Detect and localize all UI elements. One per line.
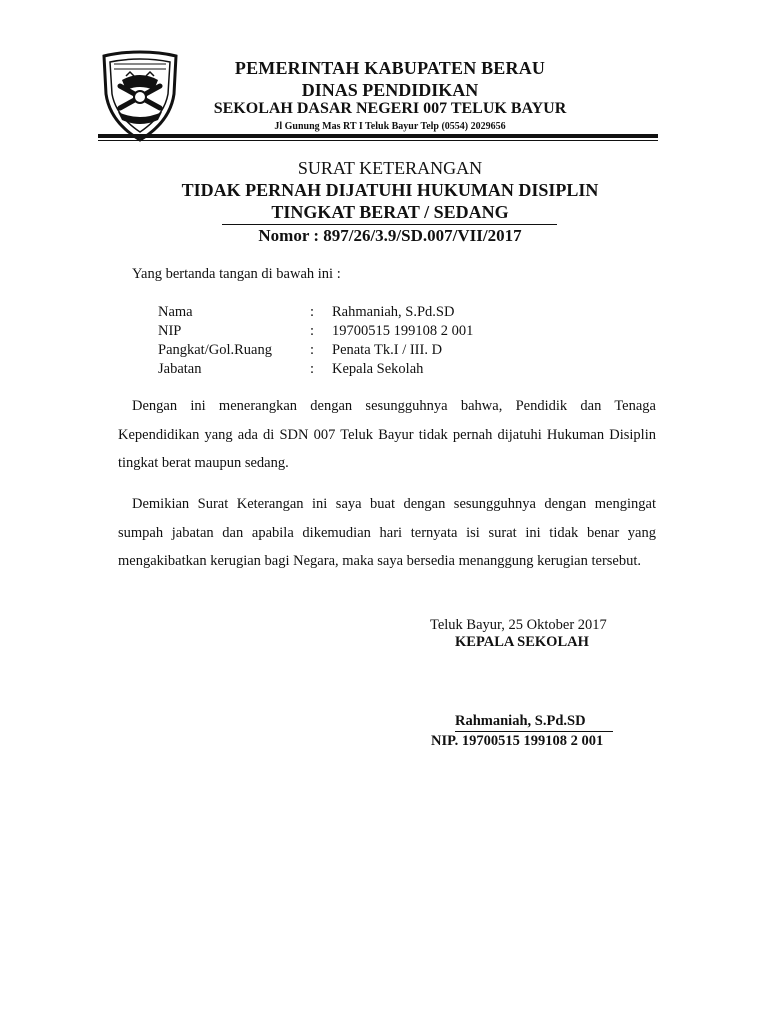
header-divider-thin <box>98 140 658 141</box>
letterhead-government: PEMERINTAH KABUPATEN BERAU <box>234 58 546 78</box>
intro-text: Yang bertanda tangan di bawah ini : <box>132 266 341 282</box>
field-separator: : <box>310 361 315 377</box>
header-divider-thick <box>98 134 658 138</box>
body-paragraph-statement: Dengan ini menerangkan dengan sesungguhnya bahwa, Pendidik dan Tenaga Kependidikan yang ada di SDN 007 Teluk Bayur tidak pernah dijatuhi Hukuman Disiplin tingkat berat maupun sedang. <box>118 398 656 472</box>
field-separator: : <box>310 304 315 320</box>
field-label: Nama <box>158 304 193 320</box>
document-subtitle-1: TIDAK PERNAH DIJATUHI HUKUMAN DISIPLIN <box>181 180 599 200</box>
field-value: Rahmaniah, S.Pd.SD <box>332 304 455 320</box>
signature-underline <box>455 731 613 732</box>
body-paragraph-closing: Demikian Surat Keterangan ini saya buat dengan sesungguhnya dengan mengingat sumpah jabatan dan apabila dikemudian hari ternyata isi surat ini tidak benar yang mengakibatkan kerugian bagi Negara, maka saya bersedia menanggung kerugian tersebut. <box>118 496 656 570</box>
document-subtitle-2: TINGKAT BERAT / SEDANG <box>271 202 509 222</box>
field-label: NIP <box>158 323 182 339</box>
document-number: Nomor : 897/26/3.9/SD.007/VII/2017 <box>258 226 522 245</box>
signature-name: Rahmaniah, S.Pd.SD <box>455 713 586 729</box>
field-value: Kepala Sekolah <box>332 361 424 377</box>
field-value: Penata Tk.I / III. D <box>332 342 443 358</box>
document-title: SURAT KETERANGAN <box>297 158 483 178</box>
field-separator: : <box>310 323 315 339</box>
field-separator: : <box>310 342 315 358</box>
title-underline <box>222 224 557 225</box>
field-value: 19700515 199108 2 001 <box>332 323 474 339</box>
signature-nip: NIP. 19700515 199108 2 001 <box>431 733 604 749</box>
field-label: Pangkat/Gol.Ruang <box>158 342 272 358</box>
letterhead-school: SEKOLAH DASAR NEGERI 007 TELUK BAYUR <box>213 100 567 117</box>
signature-position: KEPALA SEKOLAH <box>455 634 589 650</box>
field-label: Jabatan <box>158 361 202 377</box>
letterhead-address: Jl Gunung Mas RT I Teluk Bayur Telp (0554) 2029656 <box>274 121 506 132</box>
letterhead-department: DINAS PENDIDIKAN <box>301 80 479 100</box>
signature-place-date: Teluk Bayur, 25 Oktober 2017 <box>430 617 607 633</box>
